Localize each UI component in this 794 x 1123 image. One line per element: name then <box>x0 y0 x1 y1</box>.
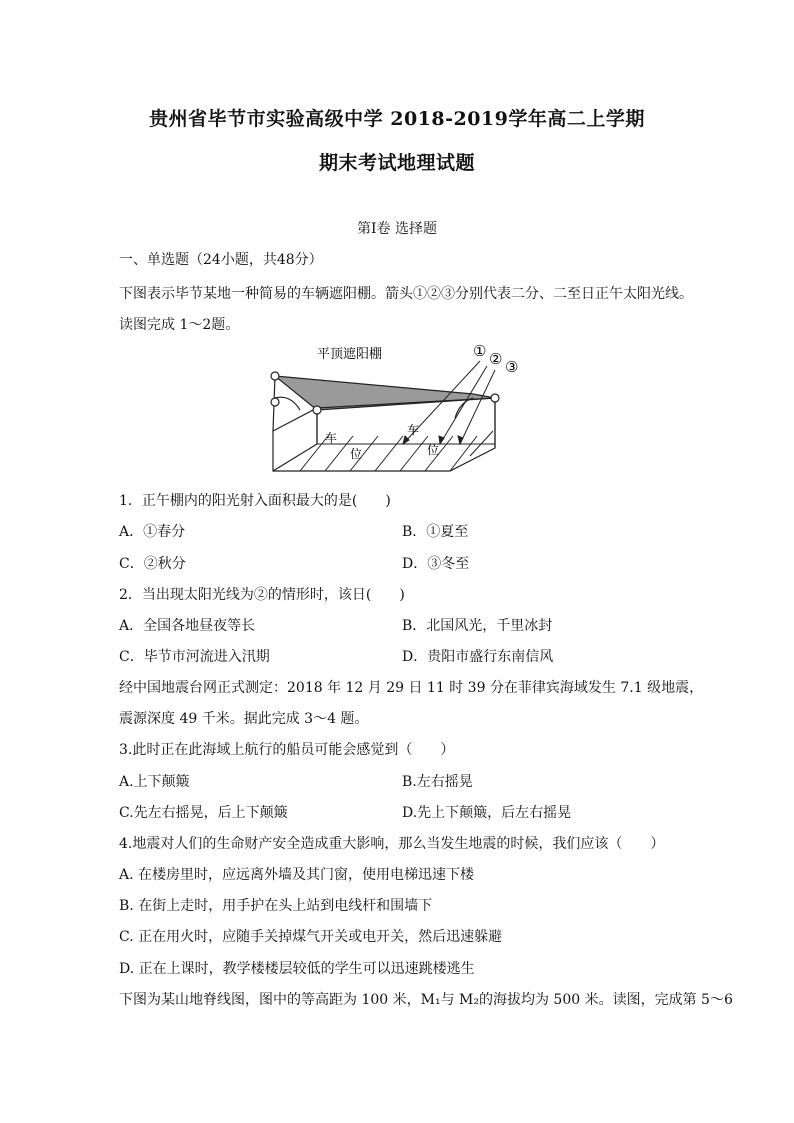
question-4-option-b: B. 在街上走时，用手护在头上站到电线杆和围墙下 <box>119 898 433 914</box>
question-4-option-c: C. 正在用火时，应随手关掉煤气开关或电开关，然后迅速躲避 <box>119 929 503 945</box>
question-2-option-c: C．毕节市河流进入汛期 <box>119 649 270 665</box>
spot-label-right-2: 位 <box>427 443 440 457</box>
arrow-label-2: ② <box>489 350 503 368</box>
page-title-line1: 贵州省毕节市实验高级中学 2018-2019学年高二上学期 <box>149 108 645 130</box>
question-4-option-d: D. 正在上课时，教学楼楼层较低的学生可以迅速跳楼逃生 <box>119 961 475 977</box>
question-3-option-c: C.先左右摇晃，后上下颠簸 <box>119 805 288 821</box>
question-3-option-b: B.左右摇晃 <box>402 774 473 790</box>
spot-label-left-1: 车 <box>325 431 338 445</box>
question-1-option-b: B．①夏至 <box>402 524 469 540</box>
arrow-label-1: ① <box>473 342 487 360</box>
section-heading: 第Ⅰ卷 选择题 <box>357 221 437 237</box>
question-2-option-a: A．全国各地昼夜等长 <box>119 618 256 634</box>
question-3-stem: 3.此时正在此海域上航行的船员可能会感觉到（ ） <box>119 742 455 758</box>
question-1-option-a: A．①春分 <box>119 524 186 540</box>
intro-paragraph-2: 经中国地震台网正式测定：2018 年 12 月 29 日 11 时 39 分在菲律宾海域发生 7.1 级地震， <box>119 680 704 696</box>
spot-label-left-2: 位 <box>350 447 363 461</box>
question-2-stem: 2．当出现太阳光线为②的情形时，该日( ) <box>119 587 405 603</box>
arrow-label-3: ③ <box>505 358 519 376</box>
part-heading: 一、单选题（24小题，共48分） <box>119 252 323 268</box>
question-1-option-c: C．②秋分 <box>119 556 186 572</box>
question-1-option-d: D．③冬至 <box>402 556 470 572</box>
question-2-option-b: B．北国风光，千里冰封 <box>402 618 553 634</box>
question-4-stem: 4.地震对人们的生命财产安全造成重大影响，那么当发生地震的时候，我们应该（ ） <box>119 836 665 852</box>
question-4-option-a: A. 在楼房里时，应远离外墙及其门窗，使用电梯迅速下楼 <box>119 867 475 883</box>
question-3-option-a: A.上下颠簸 <box>119 774 190 790</box>
spot-label-right-1: 车 <box>407 423 420 437</box>
intro-paragraph-1-cont: 读图完成 1～2题。 <box>119 317 240 333</box>
intro-paragraph-1: 下图表示毕节某地一种简易的车辆遮阳棚。箭头①②③分别代表二分、二至日正午太阳光线。 <box>119 286 693 302</box>
question-3-option-d: D.先上下颠簸，后左右摇晃 <box>402 805 572 821</box>
intro-paragraph-2-cont: 震源深度 49 千米。据此完成 3～4 题。 <box>119 711 369 727</box>
question-2-option-d: D．贵阳市盛行东南信风 <box>402 649 554 665</box>
figure-label: 平顶遮阳棚 <box>317 347 383 362</box>
page-title-line2: 期末考试地理试题 <box>318 152 475 174</box>
question-1-stem: 1．正午棚内的阳光射入面积最大的是( ) <box>119 493 391 509</box>
intro-paragraph-3: 下图为某山地脊线图，图中的等高距为 100 米，M₁与 M₂的海拔均为 500 米。读图，完成第 5～6 <box>119 992 733 1008</box>
carport-figure <box>255 336 535 486</box>
